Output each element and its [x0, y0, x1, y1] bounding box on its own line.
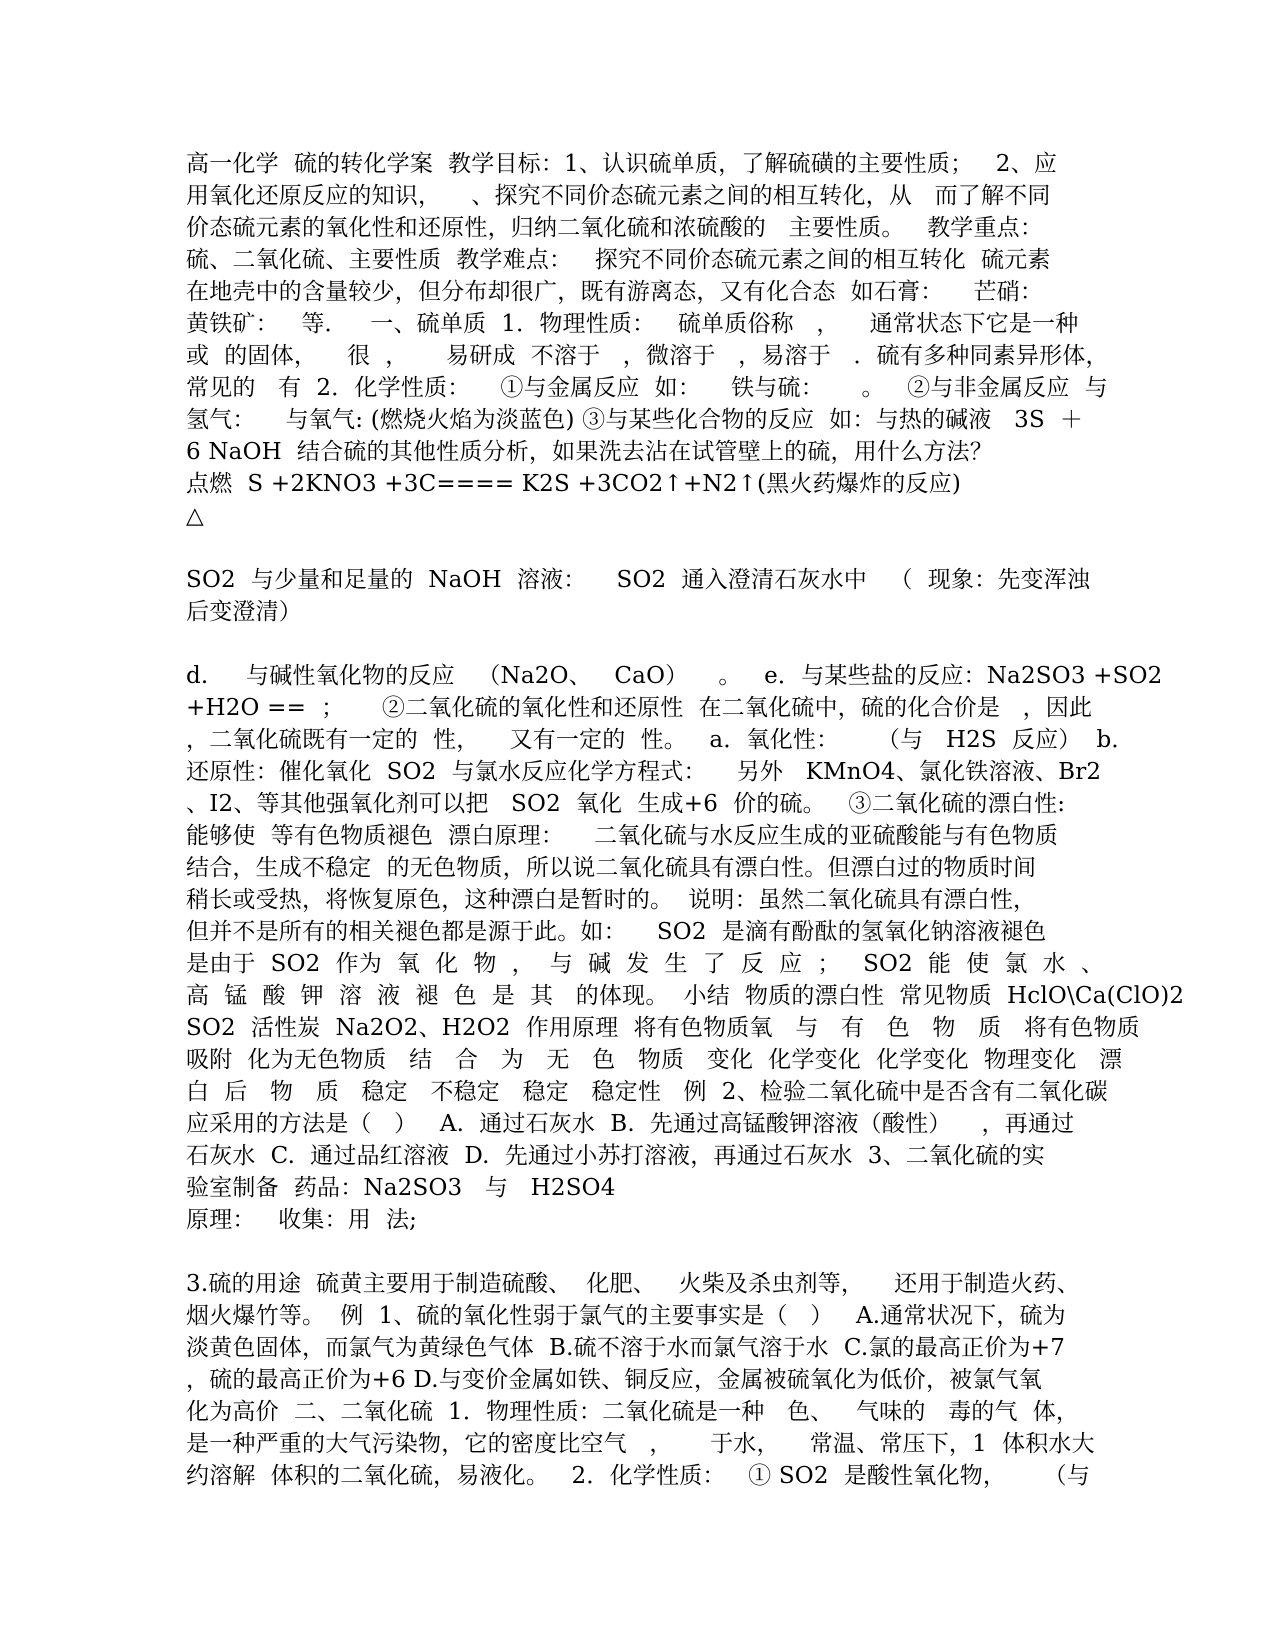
text-line: 、I2、等其他强氧化剂可以把 SO2 氧化 生成+6 价的硫。 ③二氧化硫的漂白性: — [186, 791, 1066, 817]
text-line: 6 NaOH 结合硫的其他性质分析，如果洗去沾在试管壁上的硫，用什么方法？ — [186, 439, 993, 465]
text-line: 是一种严重的大气污染物，它的密度比空气 ， 于水， 常温、常压下，1 体积水大 — [186, 1431, 1095, 1457]
text-line: 能够使 等有色物质褪色 漂白原理： 二氧化硫与水反应生成的亚硫酸能与有色物质 — [186, 823, 1059, 849]
text-line: 3.硫的用途 硫黄主要用于制造硫酸、 化肥、 火柴及杀虫剂等， 还用于制造火药、 — [186, 1271, 1080, 1297]
text-line: 吸附 化为无色物质 结 合 为 无 色 物质 变化 化学变化 化学变化 物理变化 漂 — [186, 1047, 1123, 1073]
text-line: 烟火爆竹等。 例 1、硫的氧化性弱于氯气的主要事实是（ ） A.通常状况下，硫为 — [186, 1303, 1066, 1329]
text-line: 结合，生成不稳定 的无色物质，所以说二氧化硫具有漂白性。但漂白过的物质时间 — [186, 855, 1037, 881]
text-line: 化为高价 二、二氧化硫 1．物理性质：二氧化硫是一种 色、 气味的 毒的气 体， — [186, 1399, 1080, 1425]
text-line: 但并不是所有的相关褪色都是源于此。如： SO2 是滴有酚酞的氢氧化钠溶液褪色 — [186, 919, 1047, 945]
text-line: SO2 活性炭 Na2O2、H2O2 作用原理 将有色物质氧 与 有 色 物 质 将有色物质 — [186, 1015, 1140, 1041]
paragraph-sulfur-uses — [186, 1268, 1095, 1492]
text-line: 点燃 S +2KNO3 +3C==== K2S +3CO2↑+N2↑(黑火药爆炸的反应) — [186, 471, 961, 497]
text-line: 是由于 SO2 作为 氧 化 物 ， 与 碱 发 生 了 反 应 ； SO2 能 使 氯 水 、 — [186, 951, 1105, 977]
text-line: 约溶解 体积的二氧化硫，易液化。 2．化学性质： ① SO2 是酸性氧化物， （与 — [186, 1463, 1091, 1489]
text-line: 价态硫元素的氧化性和还原性，归纳二氧化硫和浓硫酸的 主要性质。 教学重点： — [186, 215, 1044, 241]
text-line: △ — [186, 503, 204, 529]
paragraph-objectives — [186, 148, 1109, 532]
text-line: d. 与碱性氧化物的反应 （Na2O、 CaO） 。 e．与某些盐的反应：Na2SO3 +SO2 — [186, 663, 1163, 689]
paragraph-so2-naoh — [186, 564, 1091, 628]
text-line: 还原性：催化氧化 SO2 与氯水反应化学方程式： 另外 KMnO4、氯化铁溶液、Br2 — [186, 759, 1102, 785]
paragraph-so2-properties — [186, 660, 1185, 1236]
paragraph-gap — [186, 1236, 1086, 1268]
text-line: 稍长或受热，将恢复原色，这种漂白是暂时的。 说明：虽然二氧化硫具有漂白性， — [186, 887, 1037, 913]
text-line: 用氧化还原反应的知识， 、探究不同价态硫元素之间的相互转化，从 而了解不同 — [186, 183, 1051, 209]
text-line: 淡黄色固体，而氯气为黄绿色气体 B.硫不溶于水而氯气溶于水 C.氯的最高正价为+7 — [186, 1335, 1066, 1361]
text-line: ，二氧化硫既有一定的 性， 又有一定的 性。 a．氧化性： （与 H2S 反应） b． — [186, 727, 1135, 753]
paragraph-gap — [186, 532, 1086, 564]
text-line: 高 锰 酸 钾 溶 液 褪 色 是 其 的体现。 小结 物质的漂白性 常见物质 HclO\Ca(ClO)2 — [186, 983, 1185, 1009]
text-line: 石灰水 C. 通过品红溶液 D. 先通过小苏打溶液，再通过石灰水 3、二氧化硫的实 — [186, 1143, 1045, 1169]
text-line: 硫、二氧化硫、主要性质 教学难点： 探究不同价态硫元素之间的相互转化 硫元素 — [186, 247, 1051, 273]
text-line: 氢气： 与氧气: (燃烧火焰为淡蓝色) ③与某些化合物的反应 如：与热的碱液 3S ＋ — [186, 407, 1084, 433]
paragraph-gap — [186, 628, 1086, 660]
text-line: 白 后 物 质 稳定 不稳定 稳定 稳定性 例 2、检验二氧化硫中是否含有二氧化碳 — [186, 1079, 1108, 1105]
text-line: 在地壳中的含量较少，但分布却很广，既有游离态，又有化合态 如石膏： 芒硝： — [186, 279, 1044, 305]
text-line: 高一化学 硫的转化学案 教学目标：1、认识硫单质，了解硫磺的主要性质； 2、应 — [186, 151, 1058, 177]
text-line: ，硫的最高正价为+6 D.与变价金属如铁、铜反应，金属被硫氧化为低价，被氯气氧 — [186, 1367, 1042, 1393]
text-line: 原理： 收集：用 法; — [186, 1207, 418, 1233]
text-line: 常见的 有 2．化学性质： ①与金属反应 如： 铁与硫： 。 ②与非金属反应 与 — [186, 375, 1108, 401]
text-line: +H2O == ； ②二氧化硫的氧化性和还原性 在二氧化硫中，硫的化合价是 ，因此 — [186, 695, 1093, 721]
text-line: 后变澄清） — [186, 599, 302, 625]
text-line: 或 的固体， 很 ， 易研成 不溶于 ，微溶于 ，易溶于 ．硫有多种同素异形体， — [186, 343, 1109, 369]
text-line: SO2 与少量和足量的 NaOH 溶液： SO2 通入澄清石灰水中 （ 现象：先变浑浊 — [186, 567, 1091, 593]
document-body — [186, 148, 1185, 1492]
text-line: 应采用的方法是（ ） A. 通过石灰水 B. 先通过高锰酸钾溶液（酸性） ，再通过 — [186, 1111, 1075, 1137]
text-line: 验室制备 药品：Na2SO3 与 H2SO4 — [186, 1175, 616, 1201]
text-line: 黄铁矿： 等． 一、硫单质 1．物理性质： 硫单质俗称 ， 通常状态下它是一种 — [186, 311, 1079, 337]
